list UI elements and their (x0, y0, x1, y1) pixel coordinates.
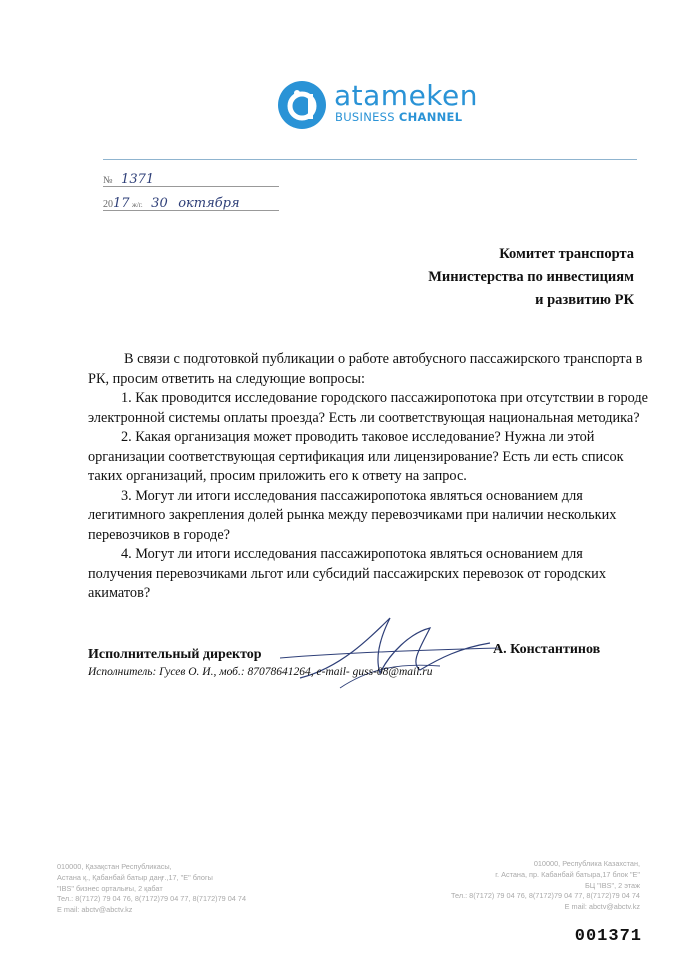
registration-year: 17 (113, 196, 130, 211)
executor-contact: Исполнитель: Гусев О. И., моб.: 87078641264, e-mail- guss-08@mail.ru (88, 666, 433, 678)
logo-subtitle: BUSINESS CHANNEL (335, 110, 463, 124)
question-3: 3. Могут ли итоги исследования пассажиропотока являться основанием для легитимного закрепления долей рынка между перевозчиками при наличии нескольких перевозчиков в городе? (88, 487, 617, 543)
logo-brand: atameken (334, 79, 478, 112)
registration-number: № 1371 (103, 172, 279, 187)
registration-day: 30 (151, 196, 168, 211)
signatory-name: А. Константинов (493, 642, 601, 657)
question-4: 4. Могут ли итоги исследования пассажиропотока являться основанием для получения перевозчиками льгот или субсидий пассажирских перевозок от городских акиматов? (88, 546, 606, 601)
question-2: 2. Какая организация может проводить таковое исследование? Нужна ли этой организации соответствующая сертификация или лицензирование? Есть ли есть список таких организаций, просим приложить его к ответу на запрос. (88, 429, 624, 484)
document-serial-number: 001371 (574, 927, 642, 946)
registration-month: октября (178, 196, 240, 211)
question-1: 1. Как проводится исследование городского пассажиропотока при отсутствии в городе электронной системы оплаты проезда? Есть ли соответствующая национальная методика? (88, 390, 648, 426)
footer-address-kazakh: 010000, Қазақстан Республикасы, Астана қ., Қабанбай батыр даңғ.,17, "Е" блогы "IBS" бизнес орталығы, 2 қабат Тел.: 8(7172) 79 04 76, 8(7172)79 04 77, 8(7172)79 04 74 E mail: abctv@abctv.kz (57, 862, 247, 915)
addressee-line: Министерства по инвестициям (428, 269, 634, 285)
atameken-logo-icon (277, 80, 327, 130)
signatory-title: Исполнительный директор (88, 647, 262, 662)
handwritten-signature (280, 608, 510, 698)
addressee-line: и развитию РК (535, 292, 634, 308)
registration-date: 2017 ж/г. 30 октября (103, 196, 279, 211)
registration-number-value: 1371 (121, 172, 155, 187)
letter-body (88, 350, 648, 604)
addressee-line: Комитет транспорта (499, 246, 634, 262)
intro-paragraph: В связи с подготовкой публикации о работе автобусного пассажирского транспорта в РК, просим ответить на следующие вопросы: (88, 351, 643, 387)
header-rule (103, 159, 637, 160)
footer-address-russian: 010000, Республика Казахстан, г. Астана, пр. Кабанбай батыра,17 блок "Е" БЦ "IBS", 2 этаж Тел.: 8(7172) 79 04 76, 8(7172)79 04 77, 8(7172)79 04 74 E mail: abctv@abctv.kz (450, 859, 640, 912)
addressee-block (428, 243, 634, 312)
